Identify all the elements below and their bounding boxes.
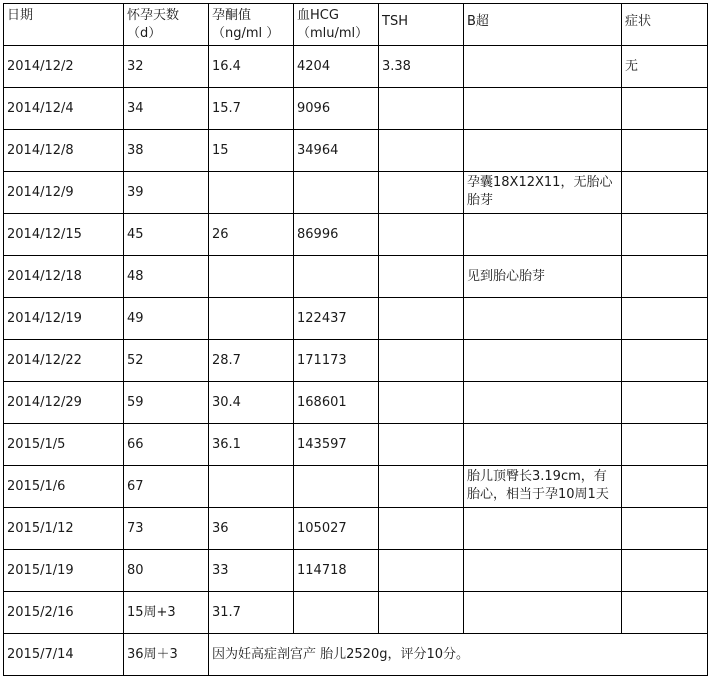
cell-symptom (622, 172, 708, 214)
cell-progesterone: 33 (209, 550, 294, 592)
cell-days: 80 (124, 550, 209, 592)
cell-days: 66 (124, 424, 209, 466)
cell-tsh (379, 550, 464, 592)
cell-hcg: 143597 (294, 424, 379, 466)
cell-ultrasound (464, 382, 622, 424)
header-row (4, 4, 708, 46)
table-row (4, 466, 708, 508)
header-tsh: TSH (379, 4, 464, 46)
cell-hcg: 114718 (294, 550, 379, 592)
cell-symptom (622, 592, 708, 634)
cell-symptom (622, 550, 708, 592)
cell-date: 2014/12/4 (4, 88, 124, 130)
cell-symptom (622, 382, 708, 424)
cell-progesterone (209, 466, 294, 508)
cell-tsh (379, 592, 464, 634)
cell-days: 52 (124, 340, 209, 382)
cell-symptom (622, 466, 708, 508)
cell-days: 15周+3 (124, 592, 209, 634)
cell-progesterone (209, 256, 294, 298)
cell-hcg (294, 256, 379, 298)
cell-date: 2014/12/2 (4, 46, 124, 88)
cell-ultrasound (464, 46, 622, 88)
cell-progesterone: 31.7 (209, 592, 294, 634)
cell-days: 45 (124, 214, 209, 256)
cell-progesterone (209, 298, 294, 340)
cell-symptom (622, 214, 708, 256)
cell-symptom (622, 88, 708, 130)
cell-progesterone: 16.4 (209, 46, 294, 88)
cell-date: 2015/7/14 (4, 634, 124, 676)
cell-tsh: 3.38 (379, 46, 464, 88)
table-row (4, 46, 708, 88)
table-row (4, 172, 708, 214)
cell-tsh (379, 508, 464, 550)
cell-tsh (379, 256, 464, 298)
cell-date: 2014/12/9 (4, 172, 124, 214)
cell-date: 2015/1/6 (4, 466, 124, 508)
table-row (4, 88, 708, 130)
cell-hcg (294, 592, 379, 634)
cell-ultrasound (464, 130, 622, 172)
cell-days: 32 (124, 46, 209, 88)
table-row (4, 592, 708, 634)
cell-hcg: 86996 (294, 214, 379, 256)
cell-date: 2015/1/19 (4, 550, 124, 592)
cell-progesterone: 15.7 (209, 88, 294, 130)
cell-hcg: 171173 (294, 340, 379, 382)
header-days: 怀孕天数 （d） (124, 4, 209, 46)
cell-days: 73 (124, 508, 209, 550)
header-symptom: 症状 (622, 4, 708, 46)
cell-ultrasound (464, 550, 622, 592)
cell-days: 48 (124, 256, 209, 298)
cell-tsh (379, 214, 464, 256)
cell-days: 36周＋3 (124, 634, 209, 676)
cell-progesterone: 28.7 (209, 340, 294, 382)
header-progesterone: 孕酮值 （ng/ml ） (209, 4, 294, 46)
cell-ultrasound (464, 424, 622, 466)
cell-tsh (379, 340, 464, 382)
cell-hcg (294, 466, 379, 508)
cell-date: 2014/12/22 (4, 340, 124, 382)
cell-progesterone (209, 172, 294, 214)
cell-tsh (379, 382, 464, 424)
cell-progesterone: 30.4 (209, 382, 294, 424)
cell-days: 38 (124, 130, 209, 172)
table-row (4, 382, 708, 424)
cell-date: 2014/12/29 (4, 382, 124, 424)
header-hcg: 血HCG （mlu/ml） (294, 4, 379, 46)
cell-tsh (379, 172, 464, 214)
cell-days: 59 (124, 382, 209, 424)
cell-days: 39 (124, 172, 209, 214)
cell-tsh (379, 88, 464, 130)
cell-ultrasound (464, 88, 622, 130)
header-date: 日期 (4, 4, 124, 46)
table-row (4, 508, 708, 550)
cell-symptom: 无 (622, 46, 708, 88)
cell-date: 2015/1/12 (4, 508, 124, 550)
table-row (4, 298, 708, 340)
cell-progesterone: 36.1 (209, 424, 294, 466)
cell-progesterone: 36 (209, 508, 294, 550)
cell-ultrasound (464, 508, 622, 550)
cell-ultrasound: 胎儿顶臀长3.19cm，有胎心，相当于孕10周1天 (464, 466, 622, 508)
cell-ultrasound: 孕囊18X12X11，无胎心胎芽 (464, 172, 622, 214)
cell-symptom (622, 508, 708, 550)
cell-ultrasound (464, 340, 622, 382)
cell-date: 2014/12/15 (4, 214, 124, 256)
cell-date: 2015/1/5 (4, 424, 124, 466)
table-row (4, 424, 708, 466)
cell-hcg: 122437 (294, 298, 379, 340)
cell-symptom (622, 340, 708, 382)
cell-date: 2014/12/19 (4, 298, 124, 340)
cell-progesterone: 15 (209, 130, 294, 172)
table-row (4, 340, 708, 382)
cell-hcg: 4204 (294, 46, 379, 88)
cell-symptom (622, 130, 708, 172)
cell-hcg: 168601 (294, 382, 379, 424)
cell-ultrasound (464, 298, 622, 340)
cell-hcg: 34964 (294, 130, 379, 172)
cell-tsh (379, 466, 464, 508)
cell-date: 2014/12/18 (4, 256, 124, 298)
cell-symptom (622, 298, 708, 340)
cell-ultrasound (464, 592, 622, 634)
cell-progesterone: 26 (209, 214, 294, 256)
cell-ultrasound (464, 214, 622, 256)
cell-tsh (379, 130, 464, 172)
cell-hcg (294, 172, 379, 214)
cell-outcome-note: 因为妊高症剖宫产 胎儿2520g，评分10分。 (209, 634, 708, 676)
table-row (4, 214, 708, 256)
table-row-final (4, 634, 708, 676)
cell-tsh (379, 298, 464, 340)
cell-tsh (379, 424, 464, 466)
cell-hcg: 105027 (294, 508, 379, 550)
table-row (4, 550, 708, 592)
cell-days: 67 (124, 466, 209, 508)
cell-date: 2015/2/16 (4, 592, 124, 634)
cell-hcg: 9096 (294, 88, 379, 130)
cell-symptom (622, 424, 708, 466)
cell-ultrasound: 见到胎心胎芽 (464, 256, 622, 298)
table-row (4, 130, 708, 172)
cell-symptom (622, 256, 708, 298)
table-row (4, 256, 708, 298)
header-ultrasound: B超 (464, 4, 622, 46)
pregnancy-record-table (3, 3, 708, 676)
cell-days: 49 (124, 298, 209, 340)
cell-days: 34 (124, 88, 209, 130)
cell-date: 2014/12/8 (4, 130, 124, 172)
